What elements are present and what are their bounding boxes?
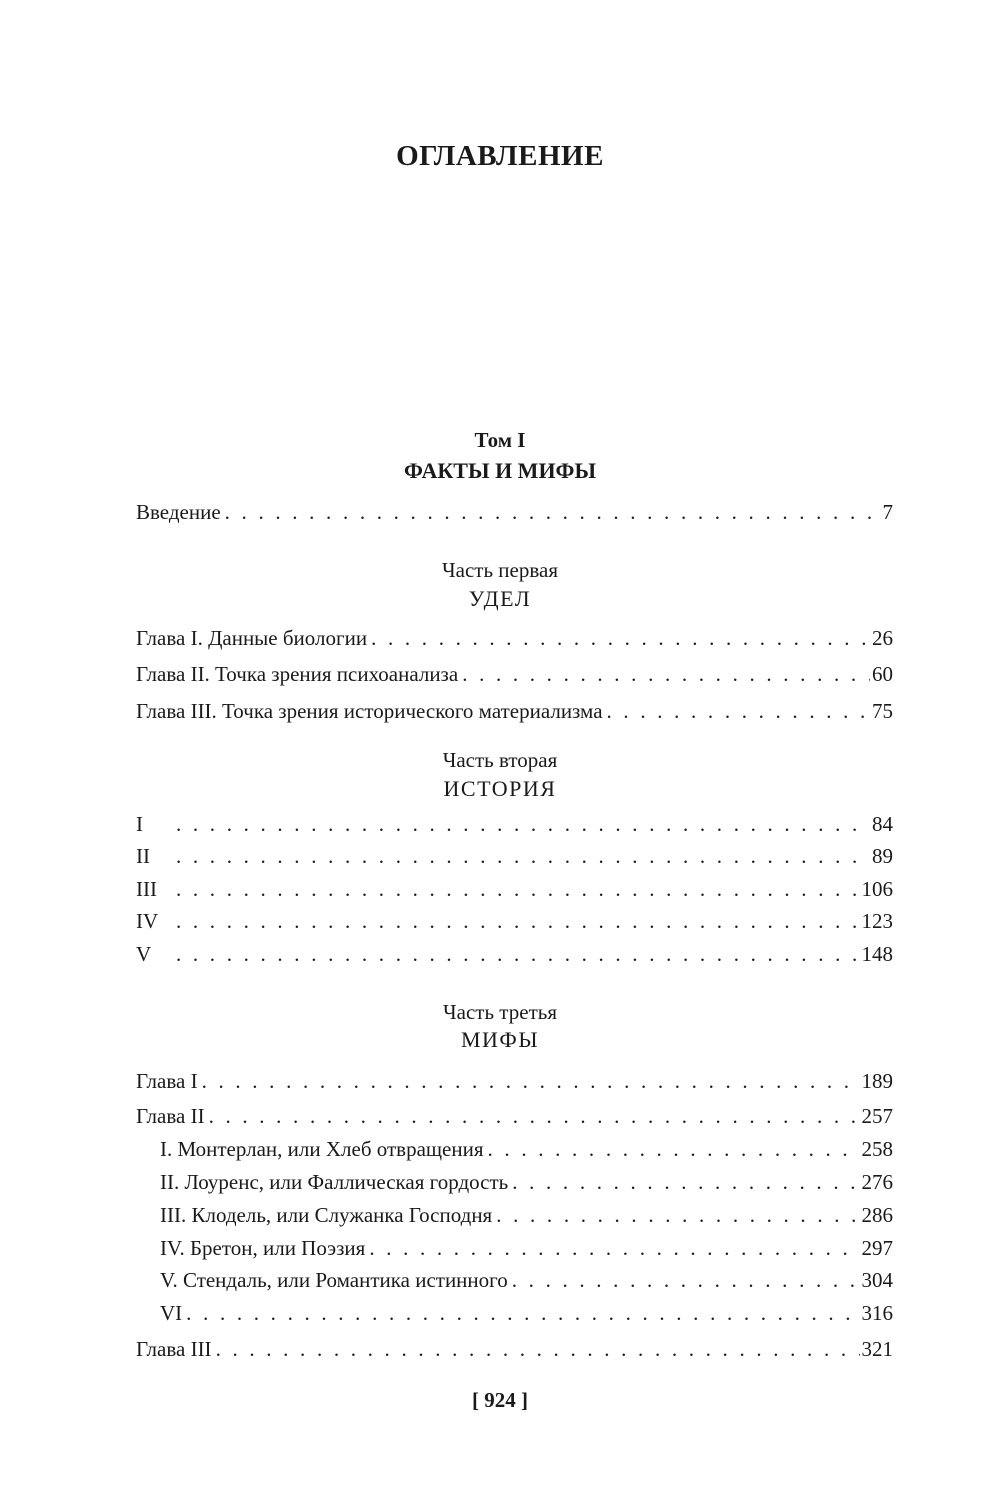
dot-leader [176,875,860,903]
toc-entry-title: IV [136,909,159,933]
part1-label: Часть первая [442,558,558,582]
toc-entry-page: 297 [861,1236,893,1260]
toc-entry[interactable] [136,1067,893,1095]
page-number: [ 924 ] [472,1388,528,1412]
dot-leader [225,498,881,526]
toc-entry-title: Глава I. Данные биологии [136,626,368,650]
toc-entry-page: 26 [872,626,893,650]
dot-leader [462,660,870,688]
dot-leader [202,1067,860,1095]
toc-entry-page: 304 [861,1268,893,1292]
toc-entry-page: 276 [861,1170,893,1194]
toc-entry-title: II. Лоуренс, или Фаллическая гордость [160,1170,509,1194]
toc-entry-page: 60 [872,662,893,686]
dot-leader [176,842,870,870]
toc-entry-page: 258 [861,1137,893,1161]
toc-subentry[interactable] [160,1266,893,1294]
toc-entry-title: I [136,812,143,836]
toc-entry[interactable] [136,842,893,870]
toc-entry-title: Глава III [136,1337,212,1361]
part2-title: ИСТОРИЯ [443,776,557,801]
toc-entry[interactable] [136,875,893,903]
toc-entry-title: Глава II [136,1104,205,1128]
toc-entry-intro[interactable] [136,498,893,526]
toc-entry-title: V. Стендаль, или Романтика истинного [160,1268,508,1292]
toc-entry-title: III. Клодель, или Служанка Господня [160,1203,493,1227]
toc-entry-title: Глава III. Точка зрения исторического материализма [136,699,603,723]
toc-subentry[interactable] [160,1234,893,1262]
dot-leader [512,1168,859,1196]
dot-leader [496,1201,859,1229]
page-title: ОГЛАВЛЕНИЕ [396,140,604,172]
volume-title: ФАКТЫ И МИФЫ [403,458,597,483]
toc-entry-page: 286 [861,1203,893,1227]
toc-entry[interactable] [136,1102,893,1130]
dot-leader [512,1266,860,1294]
toc-entry[interactable] [136,907,893,935]
toc-entry-page: 123 [861,909,893,933]
dot-leader [186,1299,859,1327]
dot-leader [176,907,860,935]
toc-entry-page: 106 [861,877,893,901]
toc-subentry[interactable] [160,1201,893,1229]
toc-subentry[interactable] [160,1168,893,1196]
toc-subentry[interactable] [160,1299,893,1327]
toc-entry[interactable] [136,810,893,838]
toc-entry[interactable] [136,1335,893,1363]
toc-entry[interactable] [136,624,893,652]
dot-leader [176,810,870,838]
dot-leader [607,697,870,725]
toc-entry[interactable] [136,940,893,968]
dot-leader [176,940,860,968]
dot-leader [209,1102,860,1130]
part2-label: Часть вторая [442,748,558,772]
toc-entry-title: II [136,844,150,868]
toc-entry-title: V [136,942,152,966]
toc-entry-page: 84 [872,812,893,836]
toc-entry[interactable] [136,697,893,725]
toc-entry-page: 321 [861,1337,893,1361]
part3-label: Часть третья [443,1000,557,1024]
toc-entry-title: VI [160,1301,183,1325]
toc-entry[interactable] [136,660,893,688]
volume-label: Том I [474,428,526,452]
toc-entry-page: 7 [882,500,893,524]
toc-entry-title: IV. Бретон, или Поэзия [160,1236,366,1260]
toc-entry-title: Введение [136,500,221,524]
dot-leader [371,624,870,652]
toc-entry-page: 89 [872,844,893,868]
toc-entry-page: 257 [861,1104,893,1128]
dot-leader [369,1234,859,1262]
toc-entry-title: III [136,877,157,901]
toc-entry-title: Глава I [136,1069,198,1093]
part1-title: УДЕЛ [468,586,532,611]
part3-title: МИФЫ [460,1027,539,1052]
toc-subentry[interactable] [160,1135,893,1163]
dot-leader [216,1335,860,1363]
toc-entry-page: 148 [861,942,893,966]
toc-entry-page: 189 [861,1069,893,1093]
toc-entry-page: 75 [872,699,893,723]
toc-entry-title: Глава II. Точка зрения психоанализа [136,662,459,686]
toc-entry-title: I. Монтерлан, или Хлеб отвращения [160,1137,484,1161]
dot-leader [488,1135,860,1163]
toc-entry-page: 316 [861,1301,893,1325]
